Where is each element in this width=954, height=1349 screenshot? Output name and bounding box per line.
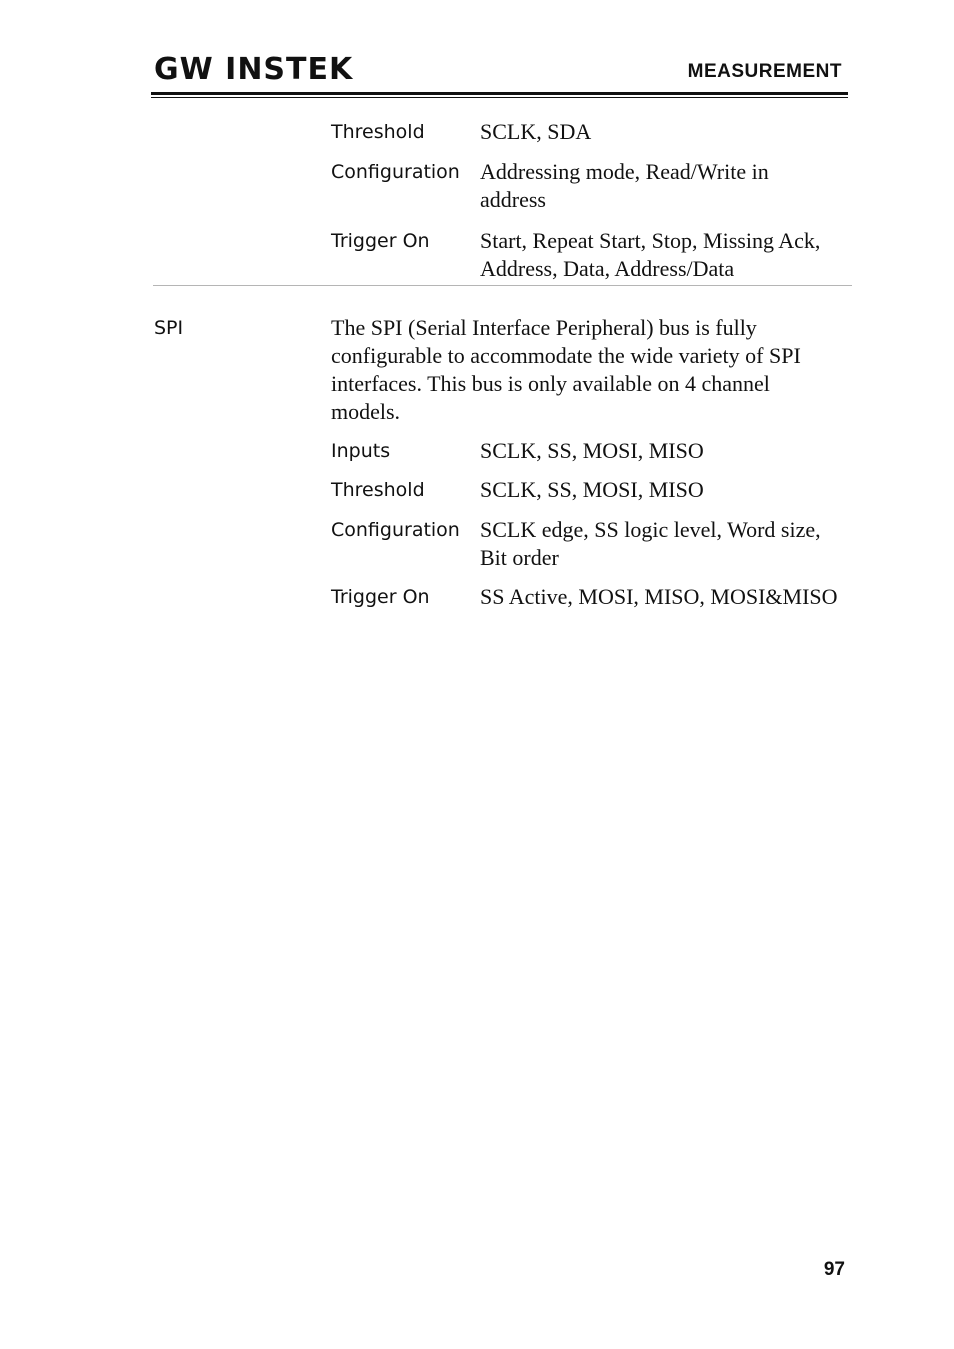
brand-logo: GW INSTEK	[154, 52, 354, 87]
spi-description: The SPI (Serial Interface Peripheral) bus is fully configurable to accommodate the wide variety of SPI interfaces. This bus is only available on 4 channel models.	[331, 315, 801, 424]
spec-label: Trigger On	[331, 230, 430, 252]
spec-value: SCLK edge, SS logic level, Word size, Bit order	[480, 517, 821, 570]
spec-value: SCLK, SS, MOSI, MISO	[480, 477, 704, 502]
spec-value: Addressing mode, Read/Write in address	[480, 159, 769, 212]
section-divider	[153, 285, 852, 286]
spi-heading: SPI	[154, 317, 184, 339]
header-rule-thick	[151, 92, 848, 95]
spec-label: Threshold	[331, 121, 425, 143]
spec-value: SCLK, SS, MOSI, MISO	[480, 438, 704, 463]
page-number: 97	[823, 1259, 845, 1280]
header-rule-thin	[151, 97, 848, 98]
spec-value: SS Active, MOSI, MISO, MOSI&MISO	[480, 584, 838, 609]
spec-label: Configuration	[331, 161, 460, 183]
spec-value: SCLK, SDA	[480, 119, 592, 144]
spec-value: Start, Repeat Start, Stop, Missing Ack, Address, Data, Address/Data	[480, 228, 821, 281]
spec-label: Threshold	[331, 479, 425, 501]
spec-label: Configuration	[331, 519, 460, 541]
spec-label: Inputs	[331, 440, 391, 462]
spec-label: Trigger On	[331, 586, 430, 608]
section-title: MEASUREMENT	[687, 61, 842, 82]
